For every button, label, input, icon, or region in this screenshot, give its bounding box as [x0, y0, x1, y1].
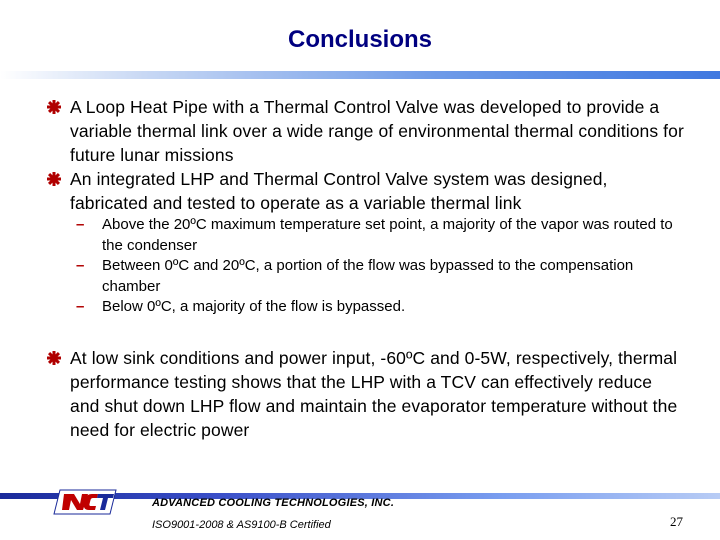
bullet-item-2 [46, 167, 686, 215]
bullet-list-bottom [46, 346, 686, 442]
title-divider [0, 71, 720, 79]
bullet-item-3 [46, 346, 686, 442]
bullet-text: At low sink conditions and power input, -60ºC and 0-5W, respectively, thermal performance testing shows that the LHP with a TCV can effectively reduce and shut down LHP flow and maintain the evaporator temperature without the need for electric power [70, 348, 678, 440]
sub-bullet-dash: – [76, 298, 85, 315]
company-name: ADVANCED COOLING TECHNOLOGIES, INC. [152, 497, 395, 509]
bullet-marker-icon [46, 171, 62, 187]
sub-bullet-text: Above the 20ºC maximum temperature set point, a majority of the vapor was routed to the condenser [102, 216, 673, 254]
bullet-marker-icon [46, 350, 62, 366]
sub-bullet-dash: – [76, 216, 85, 233]
bullet-marker-icon [46, 99, 62, 115]
page-number: 27 [670, 514, 683, 529]
act-logo-icon [52, 488, 118, 516]
sub-bullet-item-2 [46, 256, 686, 297]
bullet-list [46, 95, 686, 215]
sub-bullet-dash: – [76, 257, 85, 274]
sub-bullet-item-1 [46, 215, 686, 256]
slide-title: Conclusions [287, 26, 432, 53]
bullet-text: A Loop Heat Pipe with a Thermal Control Valve was developed to provide a variable thermal link over a wide range of environmental thermal conditions for future lunar missions [70, 97, 684, 165]
sub-bullet-item-3 [46, 297, 686, 318]
sub-bullet-list [46, 215, 686, 318]
bullet-text: An integrated LHP and Thermal Control Valve system was designed, fabricated and tested to operate as a variable thermal link [70, 169, 608, 213]
certification-text: ISO9001-2008 & AS9100-B Certified [152, 519, 331, 531]
sub-bullet-text: Below 0ºC, a majority of the flow is bypassed. [102, 298, 406, 315]
bullet-item-1 [46, 95, 686, 167]
sub-bullet-text: Between 0ºC and 20ºC, a portion of the flow was bypassed to the compensation chamber [102, 257, 634, 295]
